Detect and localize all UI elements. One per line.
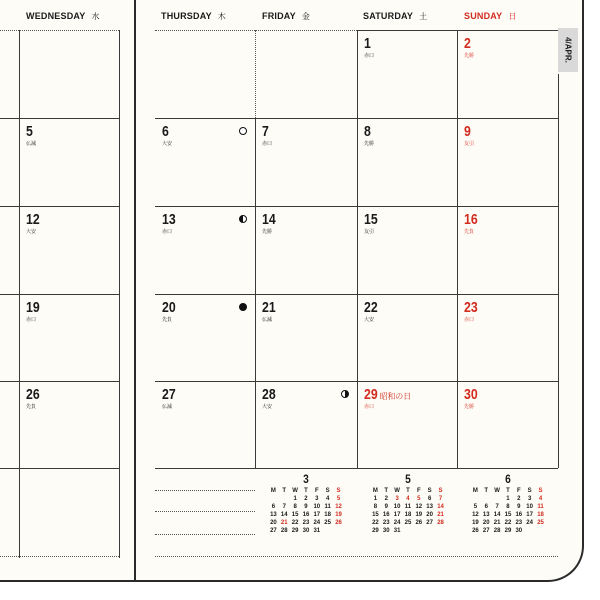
new-moon-icon [239,303,247,311]
day-cell[interactable] [357,206,457,294]
mini-day: 18 [537,512,544,518]
mini-day: 27 [270,528,277,534]
mini-day: 20 [270,520,277,526]
mini-day: 21 [437,512,444,518]
mini-calendar-title: 5 [405,472,411,486]
day-cell[interactable] [19,118,119,206]
mini-day: 30 [515,528,523,534]
weekday-label: S [538,488,543,494]
mini-day: 26 [415,520,423,526]
day-cell[interactable] [457,206,558,294]
day-number: 23 [464,299,478,316]
mini-day: 24 [393,520,401,526]
mini-day: 22 [372,520,379,526]
day-number: 21 [262,299,276,316]
mini-day [535,527,546,535]
mini-day: 25 [537,520,544,526]
mini-day [413,527,424,535]
day-kanji: 木 [217,12,226,21]
day-cell[interactable] [457,30,558,118]
weekday-label: S [336,488,341,494]
rokuyo-label: 赤口 [364,53,375,59]
day-cell[interactable] [357,30,457,118]
day-name: THURSDAY [161,11,212,21]
day-number: 20 [162,299,176,316]
mini-day: 18 [404,512,412,518]
mini-day: 1 [373,496,378,502]
day-cell[interactable] [255,118,357,206]
mini-calendar-table [470,487,546,535]
mini-day: 21 [280,520,288,526]
mini-day: 20 [426,512,433,518]
mini-day: 29 [504,528,512,534]
mini-day: 10 [393,504,401,510]
weekday-label: M [372,488,378,494]
mini-day: 8 [373,504,378,510]
weekday-label: S [438,488,443,494]
day-cell[interactable] [357,118,457,206]
day-cell[interactable] [155,206,255,294]
mini-day: 19 [415,512,423,518]
mini-day: 26 [335,520,342,526]
weekday-label: S [427,488,432,494]
mini-day: 16 [382,512,390,518]
mini-day: 7 [495,504,499,510]
mini-day: 26 [472,528,479,534]
mini-day [268,495,279,503]
day-cell[interactable] [255,30,357,118]
mini-day: 4 [406,496,410,502]
mini-calendar-week [370,495,446,503]
day-number: 6 [162,123,169,140]
day-name: FRIDAY [262,11,296,21]
mini-calendar-week [370,503,446,511]
mini-day: 30 [302,528,310,534]
mini-day: 9 [517,504,521,510]
full-moon-icon [239,127,247,135]
rokuyo-label: 仏滅 [262,317,273,323]
mini-day: 29 [291,528,299,534]
mini-day: 5 [417,496,421,502]
mini-day: 23 [302,520,310,526]
day-cell[interactable] [357,294,457,381]
day-cell[interactable] [155,294,255,381]
mini-day: 15 [372,512,379,518]
day-cell[interactable] [255,206,357,294]
mini-day [492,495,503,503]
mini-calendar-weekday-row [470,487,546,495]
rokuyo-label: 大安 [162,141,173,147]
day-number: 12 [26,211,40,228]
header-thursday [161,11,226,22]
weekday-label: M [472,488,478,494]
mini-day: 28 [280,528,288,534]
weekday-label: S [527,488,532,494]
day-number: 29 昭和の日 [364,386,411,403]
day-kanji: 金 [301,12,311,21]
mini-day: 13 [270,512,277,518]
mini-day: 19 [472,520,479,526]
rokuyo-label: 仏滅 [26,141,37,147]
rokuyo-label: 友引 [464,141,475,147]
rokuyo-label: 仏滅 [162,404,173,410]
mini-day: 14 [437,504,444,510]
week-rule [155,468,558,469]
mini-day: 15 [504,512,512,518]
mini-day: 31 [313,528,321,534]
weekday-label: W [394,488,400,494]
mini-day: 17 [526,512,533,518]
day-cell[interactable] [255,294,357,381]
mini-day: 2 [517,496,521,502]
mini-day: 12 [335,504,342,510]
mini-day: 5 [473,504,478,510]
mini-day: 16 [515,512,523,518]
mini-day: 9 [304,504,308,510]
mini-day: 24 [313,520,321,526]
day-cell[interactable] [155,30,255,118]
mini-day: 14 [280,512,288,518]
rokuyo-label: 先勝 [464,404,475,410]
mini-day: 14 [493,512,501,518]
day-cell[interactable] [19,30,119,118]
month-tab-label: 4/APR. [563,37,573,63]
mini-calendar-week [268,527,344,535]
day-cell[interactable] [357,381,457,468]
rokuyo-label: 先負 [162,317,173,323]
note-line [155,490,255,491]
day-number: 15 [364,211,378,228]
mini-day: 28 [493,528,501,534]
rokuyo-label: 大安 [364,317,375,323]
mini-day [403,527,414,535]
mini-day: 16 [302,512,310,518]
rokuyo-label: 赤口 [262,141,273,147]
header-wednesday [26,11,100,22]
week-rule [0,468,119,469]
weekday-label: W [292,488,298,494]
note-line [155,534,255,535]
mini-calendar-week [268,495,344,503]
mini-day: 3 [527,496,532,502]
mini-day: 19 [335,512,342,518]
mini-calendar-month-3 [268,473,344,535]
mini-calendar-week [370,511,446,519]
mini-calendar-table [268,487,344,535]
day-name: WEDNESDAY [26,11,86,21]
day-cell[interactable] [19,206,119,294]
weekday-label: T [406,488,410,494]
mini-day: 30 [382,528,390,534]
day-number: 8 [364,123,371,140]
mini-calendar-week [268,511,344,519]
mini-day: 25 [404,520,412,526]
mini-day: 24 [526,520,533,526]
weekday-label: T [282,488,287,494]
rokuyo-label: 先勝 [364,141,375,147]
rokuyo-label: 赤口 [464,317,475,323]
mini-day: 20 [482,520,490,526]
day-cell[interactable] [19,381,119,468]
mini-day: 27 [426,520,433,526]
weekday-label: F [516,488,521,494]
mini-day: 1 [293,496,297,502]
rokuyo-label: 友引 [364,229,375,235]
day-number: 26 [26,386,40,403]
mini-calendar-week [470,511,546,519]
mini-calendar-title: 6 [505,472,511,486]
day-number: 19 [26,299,40,316]
mini-day: 21 [493,520,501,526]
day-cell[interactable] [19,294,119,381]
mini-day: 12 [415,504,423,510]
mini-calendar-table [370,487,446,535]
day-cell[interactable] [155,118,255,206]
weekday-label: T [506,488,510,494]
day-cell[interactable] [457,294,558,381]
header-sunday [464,11,517,22]
day-number: 2 [464,35,471,52]
rokuyo-label: 赤口 [162,229,173,235]
rokuyo-label: 先勝 [464,53,475,59]
mini-day: 18 [324,512,331,518]
weekday-label: T [304,488,308,494]
mini-day: 3 [395,496,399,502]
mini-day [424,527,435,535]
mini-calendar-month-6 [470,473,546,535]
mini-day [481,495,492,503]
left-column-edge [119,30,120,558]
day-number: 14 [262,211,276,228]
mini-calendar-week [470,527,546,535]
bottom-rule-left [0,556,119,557]
rokuyo-label: 赤口 [364,404,375,410]
mini-day: 22 [291,520,299,526]
mini-calendar-week [470,519,546,527]
mini-day: 23 [382,520,390,526]
mini-day: 12 [472,512,479,518]
mini-day: 5 [336,496,341,502]
weekday-label: T [484,488,489,494]
day-number: 22 [364,299,378,316]
mini-day: 11 [404,504,412,510]
weekday-label: S [325,488,330,494]
day-kanji: 土 [419,12,428,21]
mini-day: 13 [426,504,433,510]
mini-day: 27 [482,528,490,534]
day-number: 7 [262,123,269,140]
mini-calendar-week [268,503,344,511]
mini-day: 11 [324,504,331,510]
mini-day: 23 [515,520,523,526]
mini-calendar-week [370,519,446,527]
column-rule-edge [558,74,559,468]
mini-day: 15 [291,512,299,518]
mini-day: 31 [393,528,401,534]
mini-day: 6 [427,496,432,502]
day-number: 5 [26,123,33,140]
mini-day: 25 [324,520,331,526]
mini-day: 9 [384,504,388,510]
mini-day [322,527,333,535]
day-number: 13 [162,211,176,228]
mini-day: 3 [315,496,319,502]
mini-day: 13 [482,512,490,518]
day-name: SATURDAY [363,11,414,21]
weekday-label: F [314,488,319,494]
mini-day: 29 [372,528,379,534]
mini-day: 2 [304,496,308,502]
mini-day: 28 [437,520,444,526]
bottom-rule-right [155,556,558,557]
mini-day: 4 [325,496,330,502]
day-cell[interactable] [255,381,357,468]
day-cell[interactable] [457,118,558,206]
mini-day: 22 [504,520,512,526]
first-quarter-moon-icon [341,390,349,398]
day-cell[interactable] [457,381,558,468]
rokuyo-label: 先勝 [262,229,273,235]
day-name: SUNDAY [464,11,503,21]
day-cell[interactable] [155,381,255,468]
mini-day [435,527,446,535]
mini-day: 1 [506,496,510,502]
mini-day: 7 [438,496,443,502]
mini-day [470,495,481,503]
header-saturday [363,11,427,22]
mini-calendar-week [470,495,546,503]
mini-day: 8 [293,504,297,510]
weekday-label: T [384,488,389,494]
mini-calendar-weekday-row [268,487,344,495]
mini-calendar-week [370,527,446,535]
rokuyo-label: 赤口 [26,317,37,323]
mini-day: 11 [537,504,544,510]
mini-day: 2 [384,496,388,502]
mini-day [524,527,535,535]
holiday-name: 昭和の日 [379,392,411,401]
mini-calendar-month-5 [370,473,446,535]
mini-day: 6 [271,504,276,510]
rokuyo-label: 先負 [26,404,37,410]
month-tab[interactable] [558,28,578,72]
day-number: 27 [162,386,176,403]
page-spine [134,0,136,582]
mini-calendar-week [470,503,546,511]
mini-day: 10 [313,504,321,510]
mini-day: 17 [393,512,401,518]
mini-day: 10 [526,504,533,510]
rokuyo-label: 先負 [464,229,475,235]
rokuyo-label: 大安 [262,404,273,410]
header-friday [262,11,310,22]
mini-calendar-week [268,519,344,527]
mini-day: 6 [484,504,488,510]
mini-calendar-weekday-row [370,487,446,495]
day-number: 9 [464,123,471,140]
weekday-label: W [494,488,500,494]
last-quarter-moon-icon [239,215,247,223]
day-kanji: 水 [91,12,100,21]
day-number: 16 [464,211,478,228]
mini-day: 7 [282,504,286,510]
mini-day [279,495,290,503]
day-number: 28 [262,386,276,403]
mini-calendar-title: 3 [303,472,309,486]
weekday-label: F [416,488,421,494]
day-kanji: 日 [508,12,517,21]
mini-day: 4 [538,496,543,502]
rokuyo-label: 大安 [26,229,37,235]
day-number: 1 [364,35,371,52]
mini-day: 17 [313,512,321,518]
mini-day: 8 [506,504,510,510]
note-line [155,511,255,512]
weekday-label: M [270,488,276,494]
day-number: 30 [464,386,478,403]
mini-day [333,527,344,535]
